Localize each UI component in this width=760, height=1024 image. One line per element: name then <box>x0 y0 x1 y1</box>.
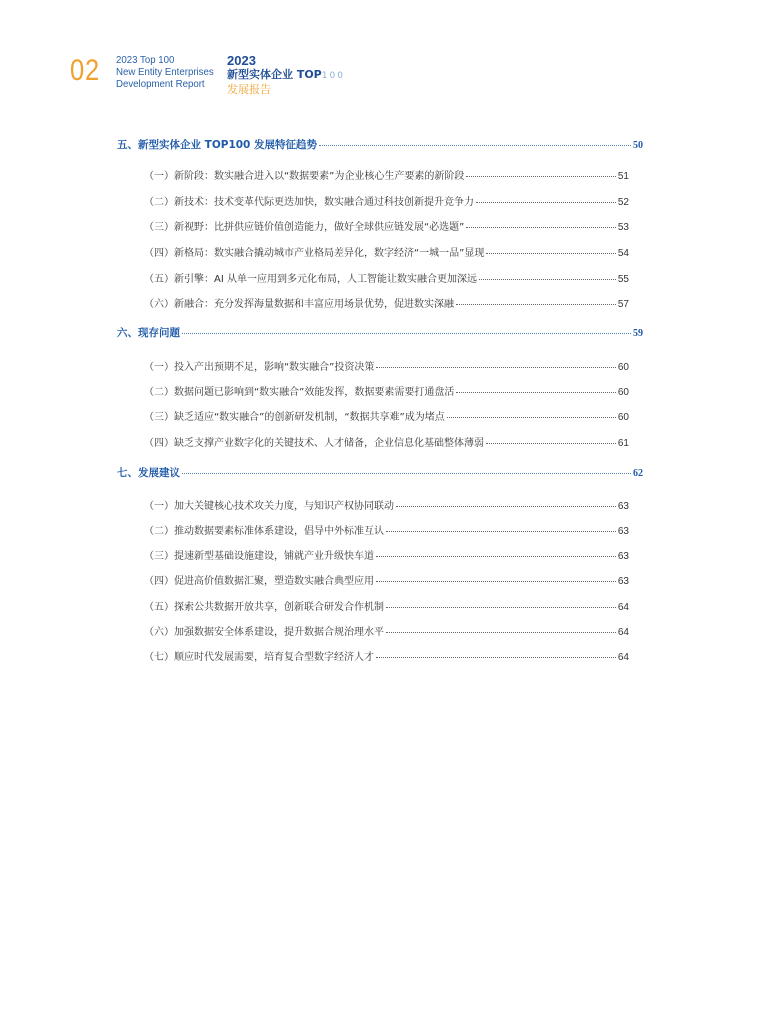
toc-entry-label: （一）投入产出预期不足，影响“数实融合”投资决策 <box>144 362 375 373</box>
toc-page-number: 59 <box>633 328 643 339</box>
report-title-en-line1: 2023 Top 100 <box>116 54 175 66</box>
toc-item-row[interactable] <box>144 547 629 562</box>
toc-dot-leader <box>376 366 616 368</box>
toc-entry-label: （一）新阶段：数实融合进入以“数据要素”为企业核心生产要素的新阶段 <box>144 171 465 182</box>
toc-page-number: 63 <box>617 526 629 537</box>
toc-dot-leader <box>476 201 616 203</box>
toc-dot-leader <box>319 144 631 146</box>
toc-dot-leader <box>386 631 616 633</box>
toc-entry-label: （四）缺乏支撑产业数字化的关键技术、人才储备，企业信息化基础整体薄弱 <box>144 438 484 449</box>
toc-entry-label: （五）探索公共数据开放共享，创新联合研发合作机制 <box>144 602 384 613</box>
toc-dot-leader <box>376 555 616 557</box>
toc-dot-leader <box>486 252 616 254</box>
toc-item-row[interactable] <box>144 193 629 208</box>
toc-page-number: 60 <box>617 412 629 423</box>
toc-item-row[interactable] <box>144 497 629 512</box>
toc-entry-label: 七、发展建议 <box>117 467 180 479</box>
toc-entry-label: （二）推动数据要素标准体系建设，倡导中外标准互认 <box>144 526 384 537</box>
toc-page-number: 62 <box>633 468 643 479</box>
toc-page-number: 54 <box>617 248 629 259</box>
report-title-chinese <box>227 54 345 96</box>
toc-item-row[interactable] <box>144 522 629 537</box>
report-title-main-bold: 新型实体企业 TOP <box>227 68 322 81</box>
toc-item-row[interactable] <box>144 270 629 285</box>
toc-dot-leader <box>396 505 616 507</box>
toc-dot-leader <box>182 332 631 334</box>
toc-page-number: 63 <box>617 551 629 562</box>
toc-entry-label: （一）加大关键核心技术攻关力度，与知识产权协同联动 <box>144 501 394 512</box>
toc-entry-label: （三）缺乏适应“数实融合”的创新研发机制，“数据共享难”成为堵点 <box>144 412 445 423</box>
toc-page-number: 52 <box>617 197 629 208</box>
report-title-english <box>116 54 214 90</box>
toc-dot-leader <box>466 226 616 228</box>
toc-item-row[interactable] <box>144 358 629 373</box>
report-title-main <box>227 68 345 83</box>
toc-item-row[interactable] <box>144 648 629 663</box>
toc-dot-leader <box>386 530 616 532</box>
toc-entry-label: （二）新技术：技术变革代际更迭加快，数实融合通过科技创新提升竞争力 <box>144 197 474 208</box>
toc-entry-label: 五、新型实体企业 TOP100 发展特征趋势 <box>117 139 318 151</box>
toc-item-row[interactable] <box>144 623 629 638</box>
toc-page-number: 61 <box>617 438 629 449</box>
toc-entry-label: （三）提速新型基础设施建设，铺就产业升级快车道 <box>144 551 374 562</box>
toc-entry-label: （三）新视野：比拼供应链价值创造能力，做好全球供应链发展“必选题” <box>144 222 465 233</box>
toc-page-number: 55 <box>617 274 629 285</box>
toc-section-row[interactable] <box>117 465 643 480</box>
toc-item-row[interactable] <box>144 295 629 310</box>
toc-page-number: 63 <box>617 576 629 587</box>
page-number: 02 <box>70 54 101 87</box>
toc-page-number: 51 <box>617 171 629 182</box>
toc-entry-label: （七）顺应时代发展需要，培育复合型数字经济人才 <box>144 652 374 663</box>
report-title-main-light: 100 <box>321 71 345 81</box>
toc-page-number: 64 <box>617 652 629 663</box>
toc-page-number: 63 <box>617 501 629 512</box>
toc-dot-leader <box>456 303 616 305</box>
toc-dot-leader <box>182 472 631 474</box>
toc-dot-leader <box>486 442 616 444</box>
toc-dot-leader <box>456 391 616 393</box>
toc-item-row[interactable] <box>144 434 629 449</box>
toc-entry-label: （六）加强数据安全体系建设，提升数据合规治理水平 <box>144 627 384 638</box>
toc-page-number: 64 <box>617 627 629 638</box>
toc-item-row[interactable] <box>144 167 629 182</box>
toc-entry-label: （四）促进高价值数据汇聚，塑造数实融合典型应用 <box>144 576 374 587</box>
toc-dot-leader <box>466 175 616 177</box>
toc-page-number: 60 <box>617 387 629 398</box>
report-subtitle: 发展报告 <box>227 83 271 96</box>
report-title-en-line3: Development Report <box>116 78 205 90</box>
toc-entry-label: （四）新格局：数实融合撬动城市产业格局差异化，数字经济“一城一品”显现 <box>144 248 485 259</box>
toc-dot-leader <box>386 606 616 608</box>
toc-item-row[interactable] <box>144 218 629 233</box>
toc-dot-leader <box>447 416 616 418</box>
toc-entry-label: （六）新融合：充分发挥海量数据和丰富应用场景优势，促进数实深融 <box>144 299 454 310</box>
toc-entry-label: （五）新引擎：AI 从单一应用到多元化布局，人工智能让数实融合更加深远 <box>144 274 477 285</box>
toc-dot-leader <box>479 278 616 280</box>
toc-entry-label: （二）数据问题已影响到“数实融合”效能发挥，数据要素需要打通盘活 <box>144 387 455 398</box>
toc-page-number: 64 <box>617 602 629 613</box>
toc-page-number: 50 <box>633 140 643 151</box>
toc-item-row[interactable] <box>144 244 629 259</box>
toc-item-row[interactable] <box>144 408 629 423</box>
toc-item-row[interactable] <box>144 383 629 398</box>
toc-section-row[interactable] <box>117 325 643 340</box>
report-title-year: 2023 <box>227 53 256 68</box>
toc-item-row[interactable] <box>144 572 629 587</box>
toc-dot-leader <box>376 656 616 658</box>
toc-section-row[interactable] <box>117 137 643 152</box>
report-title-en-line2: New Entity Enterprises <box>116 66 214 78</box>
toc-entry-label: 六、现存问题 <box>117 327 180 339</box>
toc-page-number: 53 <box>617 222 629 233</box>
toc-page-number: 60 <box>617 362 629 373</box>
toc-item-row[interactable] <box>144 598 629 613</box>
toc-page-number: 57 <box>617 299 629 310</box>
toc-dot-leader <box>376 580 616 582</box>
